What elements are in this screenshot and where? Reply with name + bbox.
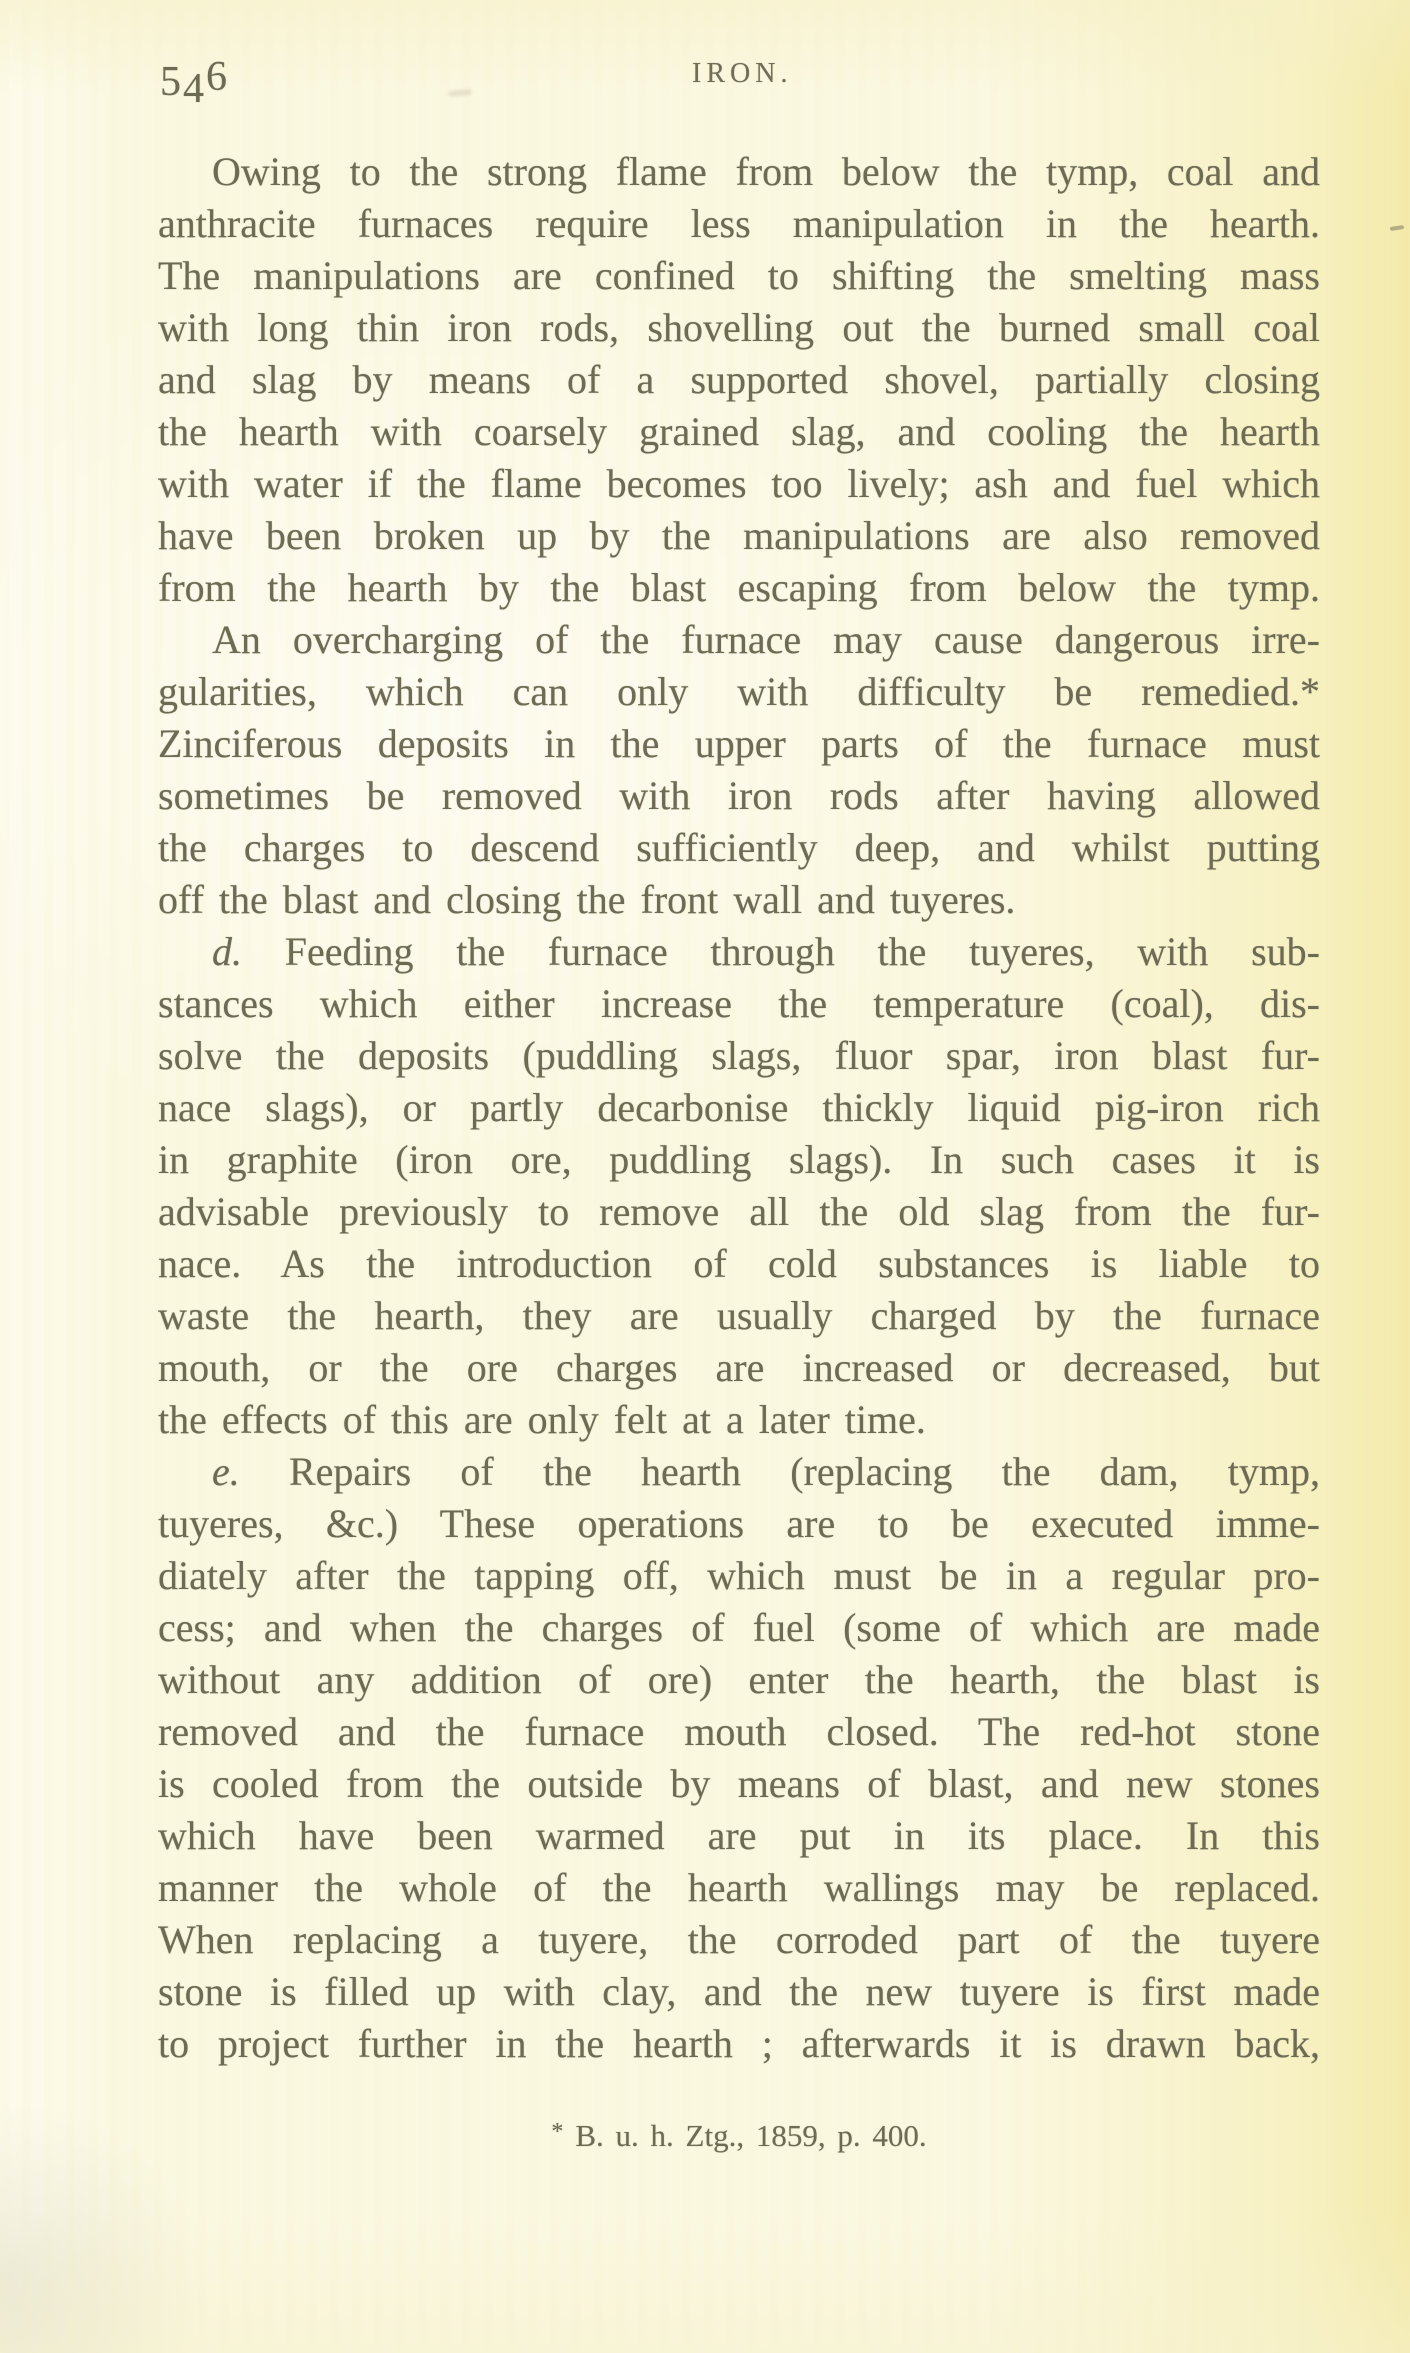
text-line: mouth, or the ore charges are increased or decreased, but (158, 1345, 1320, 1390)
text-line: The manipulations are confined to shifting the smelting mass (158, 253, 1320, 298)
text-line: anthracite furnaces require less manipulation in the hearth. (158, 201, 1320, 246)
scan-smudge (448, 89, 472, 97)
page-number-digit: 4 (183, 66, 206, 112)
text-line: with long thin iron rods, shovelling out the burned small coal (158, 305, 1320, 350)
text-line: removed and the furnace mouth closed. The red-hot stone (158, 1709, 1320, 1754)
paragraph-lead-italic: d. (212, 929, 242, 974)
text-line: stances which either increase the temperature (coal), dis- (158, 981, 1320, 1026)
paragraph-lead-italic: e. (212, 1449, 240, 1494)
text-line: gularities, which can only with difficulty be remedied.* (158, 669, 1320, 714)
text-line: off the blast and closing the front wall and tuyeres. (158, 877, 1016, 922)
text-line: d. Feeding the furnace through the tuyeres, with sub- (212, 929, 1320, 974)
text-line: Owing to the strong flame from below the tymp, coal and (212, 149, 1320, 194)
scan-speck (1390, 225, 1404, 231)
body-text (158, 146, 1320, 2070)
footnote (158, 2118, 1320, 2154)
page-number-digit: 6 (206, 54, 229, 100)
text-line: the effects of this are only felt at a later time. (158, 1397, 926, 1442)
text-line: from the hearth by the blast escaping from below the tymp. (158, 565, 1320, 610)
text-line: without any addition of ore) enter the hearth, the blast is (158, 1657, 1320, 1702)
text-line: An overcharging of the furnace may cause dangerous irre- (212, 617, 1320, 662)
text-line: sometimes be removed with iron rods after having allowed (158, 773, 1320, 818)
text-line: the hearth with coarsely grained slag, and cooling the hearth (158, 409, 1320, 454)
text-line: diately after the tapping off, which must be in a regular pro- (158, 1553, 1320, 1598)
text-line: e. Repairs of the hearth (replacing the dam, tymp, (212, 1449, 1320, 1494)
running-header: IRON. (692, 58, 793, 89)
text-line: have been broken up by the manipulations are also removed (158, 513, 1320, 558)
text-line: solve the deposits (puddling slags, fluor spar, iron blast fur- (158, 1033, 1320, 1078)
text-line: When replacing a tuyere, the corroded part of the tuyere (158, 1917, 1320, 1962)
text-line: in graphite (iron ore, puddling slags). In such cases it is (158, 1137, 1320, 1182)
text-line: which have been warmed are put in its place. In this (158, 1813, 1320, 1858)
text-line: to project further in the hearth ; afterwards it is drawn back, (158, 2021, 1320, 2066)
page-number (160, 54, 229, 112)
text-line: stone is filled up with clay, and the new tuyere is first made (158, 1969, 1320, 2014)
text-line: nace. As the introduction of cold substances is liable to (158, 1241, 1320, 1286)
footnote-marker: * (551, 2119, 564, 2145)
text-line: nace slags), or partly decarbonise thickly liquid pig-iron rich (158, 1085, 1320, 1130)
text-line: tuyeres, &c.) These operations are to be executed imme- (158, 1501, 1320, 1546)
text-line: manner the whole of the hearth wallings may be replaced. (158, 1865, 1320, 1910)
page-number-digit: 5 (160, 59, 183, 105)
text-line: Zinciferous deposits in the upper parts of the furnace must (158, 721, 1320, 766)
text-line: and slag by means of a supported shovel, partially closing (158, 357, 1320, 402)
text-line: cess; and when the charges of fuel (some of which are made (158, 1605, 1320, 1650)
text-line: advisable previously to remove all the old slag from the fur- (158, 1189, 1320, 1234)
footnote-text: B. u. h. Ztg., 1859, p. 400. (575, 2118, 927, 2153)
text-line: the charges to descend sufficiently deep, and whilst putting (158, 825, 1320, 870)
text-line: waste the hearth, they are usually charged by the furnace (158, 1293, 1320, 1338)
text-line: with water if the flame becomes too lively; ash and fuel which (158, 461, 1320, 506)
text-line: is cooled from the outside by means of blast, and new stones (158, 1761, 1320, 1806)
